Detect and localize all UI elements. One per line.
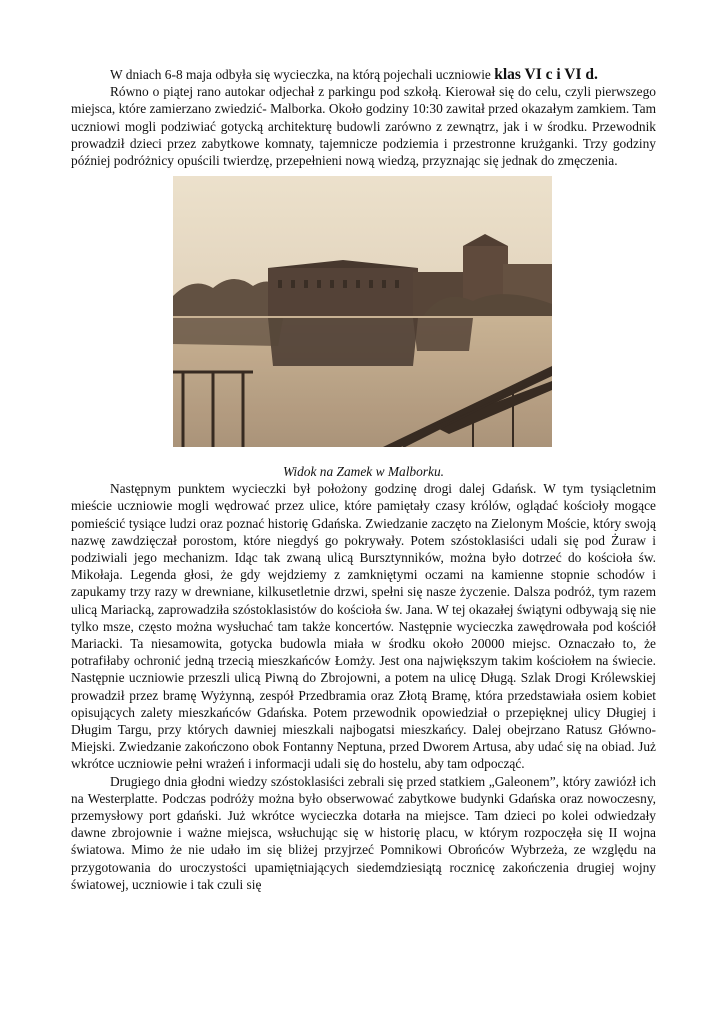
photo-caption: Widok na Zamek w Malborku. [282,464,445,480]
class-names: klas VI c i VI d. [494,66,598,83]
document-page [71,66,656,893]
intro-lead: W dniach 6-8 maja odbyła się wycieczka, na którą pojechali uczniowie [110,67,495,82]
gdansk-paragraph: Następnym punktem wycieczki był położony godzinę drogi dalej Gdańsk. W tym tysiącletnim mieście uczniowie mogli wędrować przez ulice, które pamiętały czasy królów, oglądać kościoły mogące pomieścić tysiące ludzi oraz poznać historię Gdańska. Zwiedzanie zaczęto na Zielonym Moście, który swoją nazwę zawdzięczał porostom, które niegdyś go pokrywały. Potem szóstoklasiści udali się pod Żuraw i podziwiali jego mechanizm. Idąc tak zwaną ulicą Bursztynników, można było dotrzeć do kościoła św. Mikołaja. Legenda głosi, że gdy wejdziemy z zamkniętymi oczami na kamienne stopnie schodów i zapukamy trzy razy w drewniane, kilkusetletnie drzwi, spełni się nasze życzenie. Dalsza podróż, tym razem ulicą Mariacką, zaprowadziła szóstoklasistów do kościoła św. Jana. W tej okazałej świątyni odbywają się nie tylko msze, często można wysłuchać tam także koncertów. Następnie wycieczka zawędrowała pod kościół Mariacki. Ta niesamowita, gotycka budowla miała w środku około 20000 miejsc. Oznaczało to, że potrafiłaby ochronić jedną trzecią mieszkańców Łomży. Jest ona największym takim kościołem na świecie. Następnie uczniowie przeszli ulicą Piwną do Zbrojowni, a potem na ulicę Długą. Szlak Drogi Królewskiej prowadził przez bramę Wyżynną, zespół Przedbramia oraz Złotą Bramę, która przedstawiała osiem kobiet opisujących zalety mieszkańców Gdańska. Potem przewodnik opowiedział o przepięknej ulicy Długiej i Długim Targu, przy których dawniej mieszkali najbogatsi mieszkańcy. Dalej obejrzano Ratusz Główno-Miejski. Zwiedzanie zakończono obok Fontanny Neptuna, przed Dworem Artusa, aby udać się na obiad. Już wkrótce uczniowie pełni wrażeń i informacji udali się do hostelu, aby tam odpocząć. [71,481,656,772]
castle-photo [173,176,552,447]
intro-paragraph [71,66,656,83]
castle-photo-image [173,176,552,447]
westerplatte-paragraph: Drugiego dnia głodni wiedzy szóstoklasiści zebrali się przed statkiem „Galeonem”, który zawiózł ich na Westerplatte. Podczas podróży można było obserwować zabytkowe budynki Gdańska oraz nowoczesny, przemysłowy port gdański. Już wkrótce wycieczka dotarła na miejsce. Tam dzieci po kolei odwiedzały dawne zbrojownie i ważne miejsca, wsłuchując się w historię placu, w którym rozpoczęła się II wojna światowa. Mimo że nie udało im się bliżej przyjrzeć Pomnikowi Obrońców Wybrzeża, ze względu na przygotowania do uroczystości upamiętniających siedemdziesiątą rocznicę zakończenia drugiej wojny światowej, uczniowie i tak czuli się [71,773,656,892]
malbork-paragraph: Równo o piątej rano autokar odjechał z parkingu pod szkołą. Kierował się do celu, czyli pierwszego miejsca, które zamierzano zwiedzić- Malborka. Około godziny 10:30 zawitał przed okazałym zamkiem. Tam uczniowi mogli podziwiać gotycką architekturę budowli zarówno z zewnątrz, jak i w środku. Przewodnik prowadził dzieci przez zabytkowe komnaty, tajemnicze podziemia i przestronne krużganki. Trzy godziny później podróżnicy opuścili twierdzę, przepełnieni nową wiedzą, przyznając się jednak do zmęczenia. [71,84,656,169]
